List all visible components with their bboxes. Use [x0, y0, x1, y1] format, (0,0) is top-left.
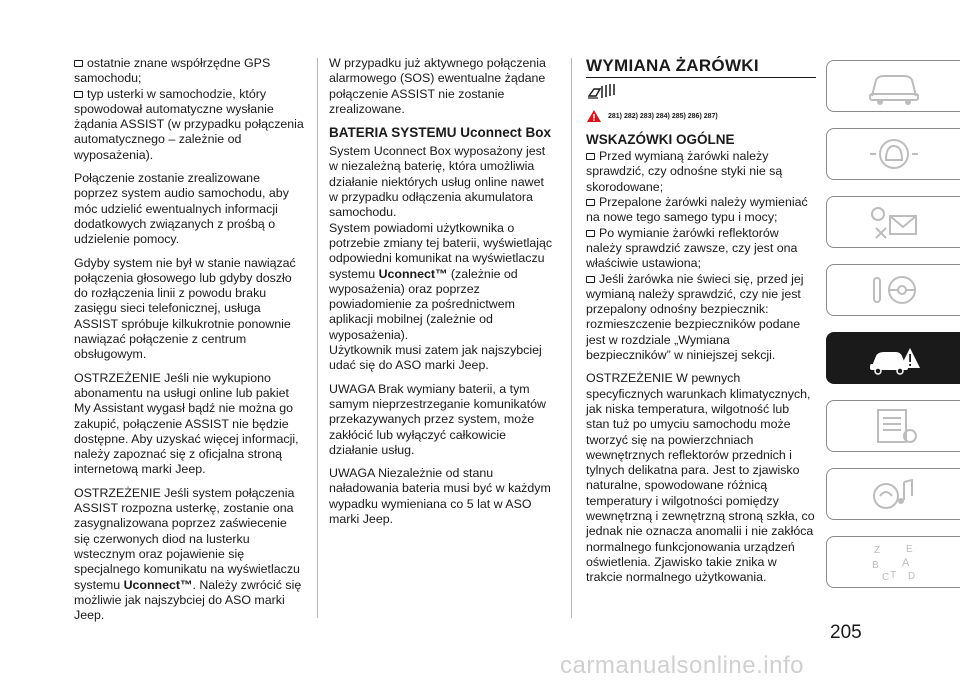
column-separator — [571, 58, 572, 618]
uconnect-brand: Uconnect™ — [378, 266, 448, 281]
svg-text:C: C — [881, 572, 889, 582]
paragraph: Użytkownik musi zatem jak najszybciej udać się do ASO marki Jeep. — [329, 343, 542, 373]
svg-text:T: T — [889, 570, 896, 581]
tab-multimedia[interactable] — [826, 468, 960, 520]
section-heading: WSKAZÓWKI OGÓLNE — [586, 131, 735, 147]
svg-text:D: D — [907, 571, 915, 582]
checkbox-bullet-icon — [74, 91, 83, 98]
page-number: 205 — [830, 622, 862, 643]
car-dashboard-icon — [866, 66, 922, 106]
tab-driving[interactable] — [826, 264, 960, 316]
column-right — [586, 58, 816, 594]
warning-paragraph: OSTRZEŻENIE W pewnych specyficznych warunkach klimatycznych, jak niska temperatura, wilgotność lub stan tuż po umyciu samochodu może tworzyć się na powierzchniach wewnętrznych reflektorów przednich i tylnych delikatna para. Jest to zjawisko naturalne, spowodowane różnicą temperatury i wilgotności pomiędzy wewnętrzną i zewnętrzną stroną szkła, co jednak nie oznacza anomalii i nie zakłóca normalnego funkcjonowania urządzeń oświetlenia. Zjawisko takie znika w trakcie normalnego użytkowania. — [586, 371, 815, 585]
checkbox-bullet-icon — [586, 230, 595, 237]
steering-wheel-icon — [866, 270, 922, 310]
paragraph: W przypadku już aktywnego połączenia alarmowego (SOS) ewentualne żądane połączenie ASSIST nie zostanie zrealizowane. — [329, 56, 546, 116]
sun-snowflake-mail-icon — [866, 202, 922, 242]
tab-emergency[interactable] — [826, 332, 960, 384]
tab-index[interactable] — [826, 536, 960, 588]
paragraph: System powiadomi użytkownika o potrzebie zmiany tej baterii, wyświetlając odpowiedni komunikat na wyświetlaczu systemu Uconnect™ (zależnie od wyposażenia) oraz poprzez powiadomienie za pośrednictwem aplikacji mobilnej (zależnie od wyposażenia). — [329, 220, 553, 342]
watermark: carmanualsonline.info — [560, 652, 804, 679]
warning-references: 281) 282) 283) 284) 285) 286) 287) — [586, 109, 816, 124]
note-paragraph: UWAGA Brak wymiany baterii, a tym samym nieprzestrzeganie komunikatów przekazywanych przez system, może zakłócić lub wyłączyć całkowicie działanie usług. — [329, 381, 546, 457]
column-middle — [329, 56, 555, 535]
alphabetical-index-icon — [866, 542, 922, 582]
warning-triangle-icon — [586, 109, 602, 123]
warning-light-icon — [866, 134, 922, 174]
checkbox-bullet-icon — [74, 60, 83, 67]
list-item: Po wymianie żarówki reflektorów należy sprawdzić zawsze, czy jest ona właściwie ustawiona; — [586, 225, 798, 271]
maintenance-list-icon — [866, 406, 922, 446]
column-left — [74, 56, 304, 631]
section-heading: BATERIA SYSTEMU Uconnect Box — [329, 125, 552, 141]
checkbox-bullet-icon — [586, 276, 595, 283]
tab-safety-climate[interactable] — [826, 196, 960, 248]
list-item: ostatnie znane współrzędne GPS samochodu; — [74, 56, 271, 86]
warning-paragraph: OSTRZEŻENIE Jeśli nie wykupiono abonamentu na usługi online lub pakiet My Assistant wygasł bądź nie można go zakupić, połączenie ASSIST nie będzie dostępne. Aby uzyskać więcej informacji, należy zapoznać się z oficjalna stroną internetową marki Jeep. — [74, 370, 299, 477]
warning-paragraph: OSTRZEŻENIE Jeśli system połączenia ASSIST rozpozna usterkę, zostanie ona zasygnalizowana poprzez zaświecenie się czerwonych diod na lusterku wstecznym oraz pojawienie się specjalnego komunikatu na wyświetlaczu systemu Uconnect™. Należy zwrócić się możliwie jak najszybciej do ASO marki Jeep. — [74, 485, 302, 623]
list-item: Przed wymianą żarówki należy sprawdzić, czy odnośne styki nie są skorodowane; — [586, 149, 783, 194]
checkbox-bullet-icon — [586, 199, 595, 206]
chapter-tabs — [826, 60, 960, 604]
car-emergency-icon — [866, 338, 922, 378]
svg-text:A: A — [901, 557, 909, 569]
list-item: Przepalone żarówki należy wymieniać na nowe tego samego typu i mocy; — [586, 195, 808, 225]
svg-text:E: E — [905, 544, 913, 555]
checkbox-bullet-icon — [586, 153, 595, 160]
svg-text:Z: Z — [873, 545, 880, 556]
paragraph: Połączenie zostanie zrealizowane poprzez system audio samochodu, aby móc udzielić ewentualnych informacji dodatkowych związanych z prośbą o udzielenie pomocy. — [74, 171, 289, 247]
list-item: typ usterki w samochodzie, który spowodował automatyczne wysłanie żądania ASSIST (w przypadku połączenia automatycznego – zależnie od wyposażenia). — [74, 86, 304, 162]
paragraph: Gdyby system nie był w stanie nawiązać połączenia głosowego lub gdyby doszło do rozłączenia linii z powodu braku zasięgu sieci telefonicznej, usługa ASSIST spróbuje kilkukrotnie ponownie nawiązać połączenie z centrum obsługowym. — [74, 255, 296, 362]
page-title: WYMIANA ŻARÓWKI — [586, 58, 816, 78]
column-separator — [317, 58, 318, 618]
note-paragraph: UWAGA Niezależnie od stanu naładowania bateria musi być w każdym wypadku wymieniana co 5 lat w ASO marki Jeep. — [329, 466, 551, 527]
tab-maintenance[interactable] — [826, 400, 960, 452]
tab-dashboard[interactable] — [826, 60, 960, 112]
svg-text:B: B — [871, 560, 879, 571]
uconnect-brand: Uconnect™ — [123, 577, 193, 592]
list-item: Jeśli żarówka nie świeci się, przed jej wymianą należy sprawdzić, czy nie jest przepalony odnośny bezpiecznik: rozmieszczenie bezpieczników podane jest w rozdziale „Wymiana bezpieczników” w niniejszej sekcji. — [586, 271, 804, 363]
tab-warning-lights[interactable] — [826, 128, 960, 180]
bulb-icon — [586, 82, 816, 106]
multimedia-icon — [866, 474, 922, 514]
paragraph: System Uconnect Box wyposażony jest w niezależną baterię, która umożliwia działanie niektórych usług online nawet w przypadku odłączenia akumulatora samochodu. — [329, 144, 546, 220]
